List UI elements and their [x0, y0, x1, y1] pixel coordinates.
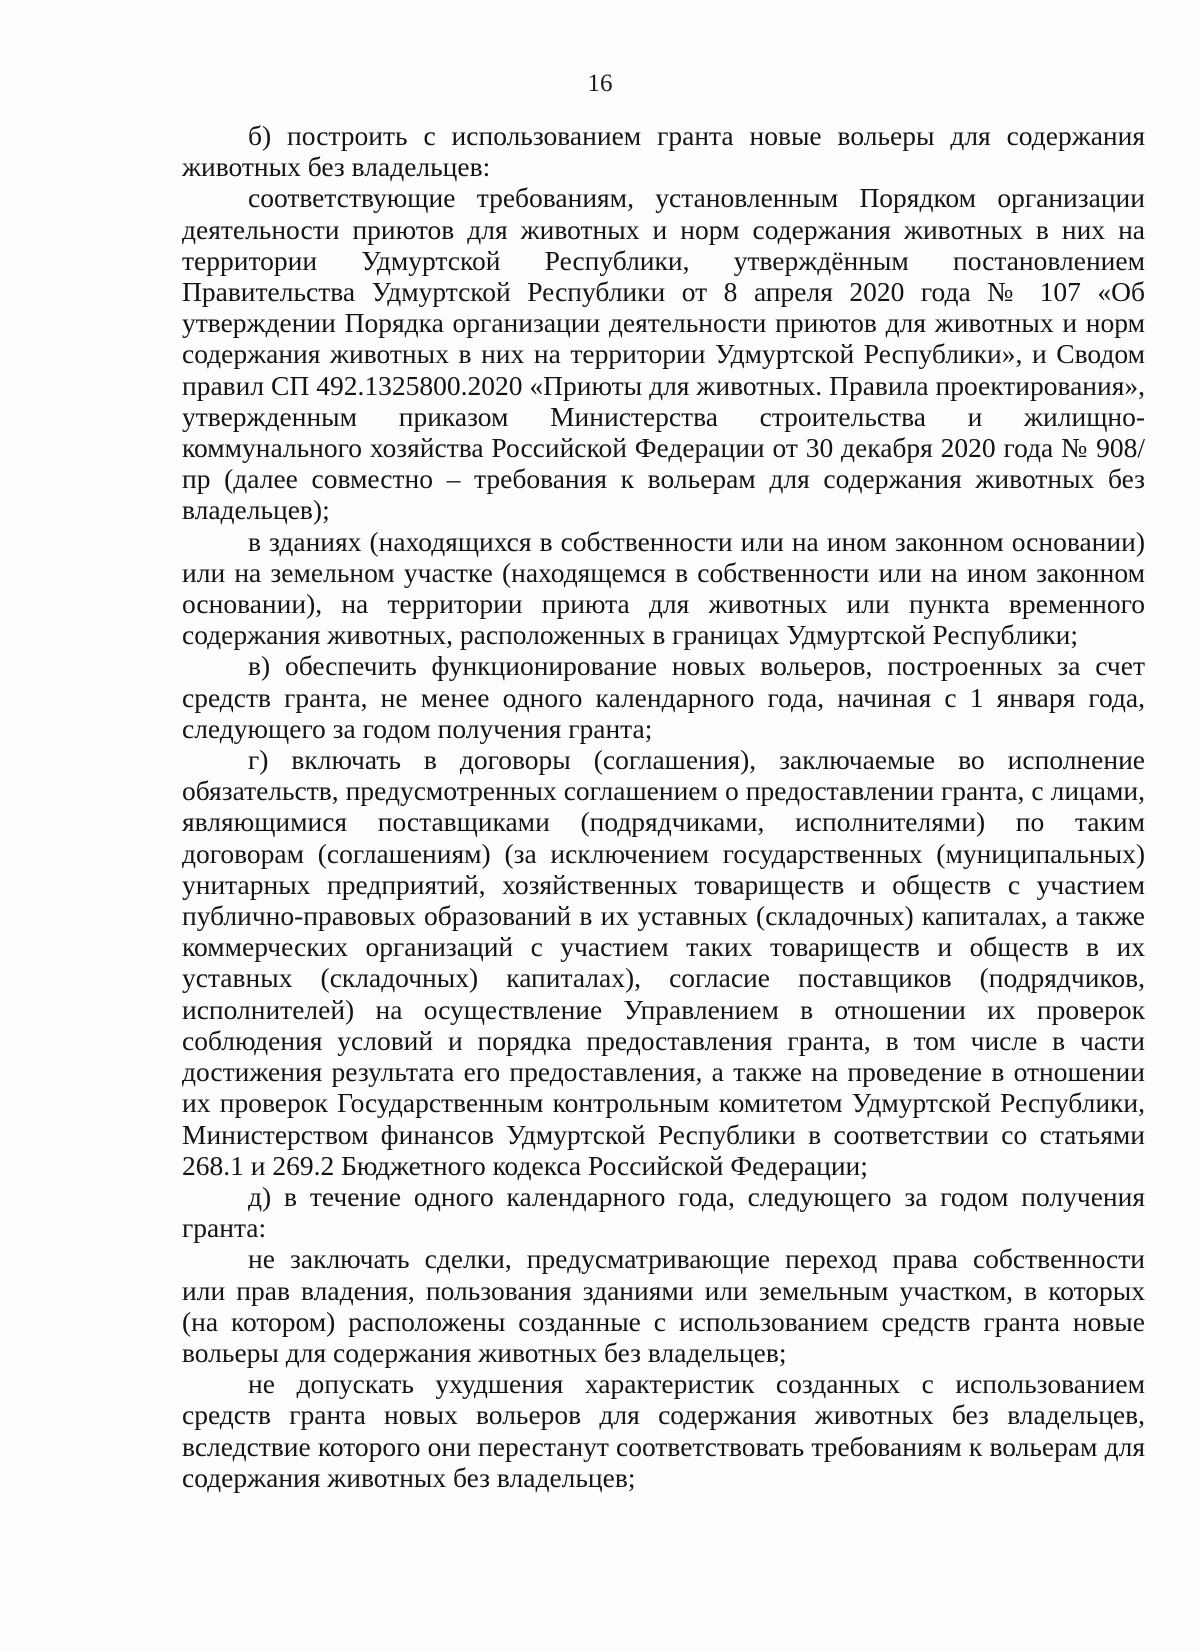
paragraph-d: д) в течение одного календарного года, следующего за годом получения гранта:: [182, 1180, 1145, 1244]
paragraph-no-deterioration: не допускать ухудшения характеристик созданных с использованием средств гранта новых вольеров для содержания животных без владельцев, вследствие которого они перестанут соответствовать требованиям к вольерам для содержания животных без владельцев;: [182, 1368, 1145, 1493]
paragraph-v: в) обеспечить функционирование новых вольеров, построенных за счет средств гранта, не менее одного календарного года, начиная с 1 января года, следующего за годом получения гранта;: [182, 650, 1145, 744]
paragraph-no-transactions: не заключать сделки, предусматривающие переход права собственности или прав владения, пользования зданиями или земельным участком, в которых (на котором) расположены созданные с использованием средств гранта новые вольеры для содержания животных без владельцев;: [182, 1243, 1145, 1368]
paragraph-g: г) включать в договоры (соглашения), заключаемые во исполнение обязательств, предусмотренных соглашением о предоставлении гранта, с лицами, являющимися поставщиками (подрядчиками, исполнителями) по таким договорам (соглашениям) (за исключением государственных (муниципальных) унитарных предприятий, хозяйственных товариществ и обществ с участием публично-правовых образований в их уставных (складочных) капиталах, а также коммерческих организаций с участием таких товариществ и обществ в их уставных (складочных) капиталах), согласие поставщиков (подрядчиков, исполнителей) на осуществление Управлением в отношении их проверок соблюдения условий и порядка предоставления гранта, в том числе в части достижения результата его предоставления, а также на проведение в отношении их проверок Государственным контрольным комитетом Удмуртской Республики, Министерством финансов Удмуртской Республики в соответствии со статьями 268.1 и 269.2 Бюджетного кодекса Российской Федерации;: [182, 744, 1145, 1181]
paragraph-location: в зданиях (находящихся в собственности или на ином законном основании) или на земельном участке (находящемся в собственности или на ином законном основании), на территории приюта для животных или пункта временного содержания животных, расположенных в границах Удмуртской Республики;: [182, 525, 1145, 651]
paragraph-b: б) построить с использованием гранта новые вольеры для содержания животных без владельцев:: [182, 120, 1145, 183]
paragraph-requirements: соответствующие требованиям, установленным Порядком организации деятельности приютов для животных и норм содержания животных в них на территории Удмуртской Республики, утверждённым постановлением Правительства Удмуртской Республики от 8 апреля 2020 года № 107 «Об утверждении Порядка организации деятельности приютов для животных и норм содержания животных в них на территории Удмуртской Республики», и Сводом правил СП 492.1325800.2020 «Приюты для животных. Правила проектирования», утвержденным приказом Министерства строительства и жилищно-коммунального хозяйства Российской Федерации от 30 декабря 2020 года № 908/пр (далее совместно – требования к вольерам для содержания животных без владельцев);: [182, 182, 1145, 526]
page-number: 16: [587, 70, 613, 97]
document-body: [182, 120, 1145, 1493]
